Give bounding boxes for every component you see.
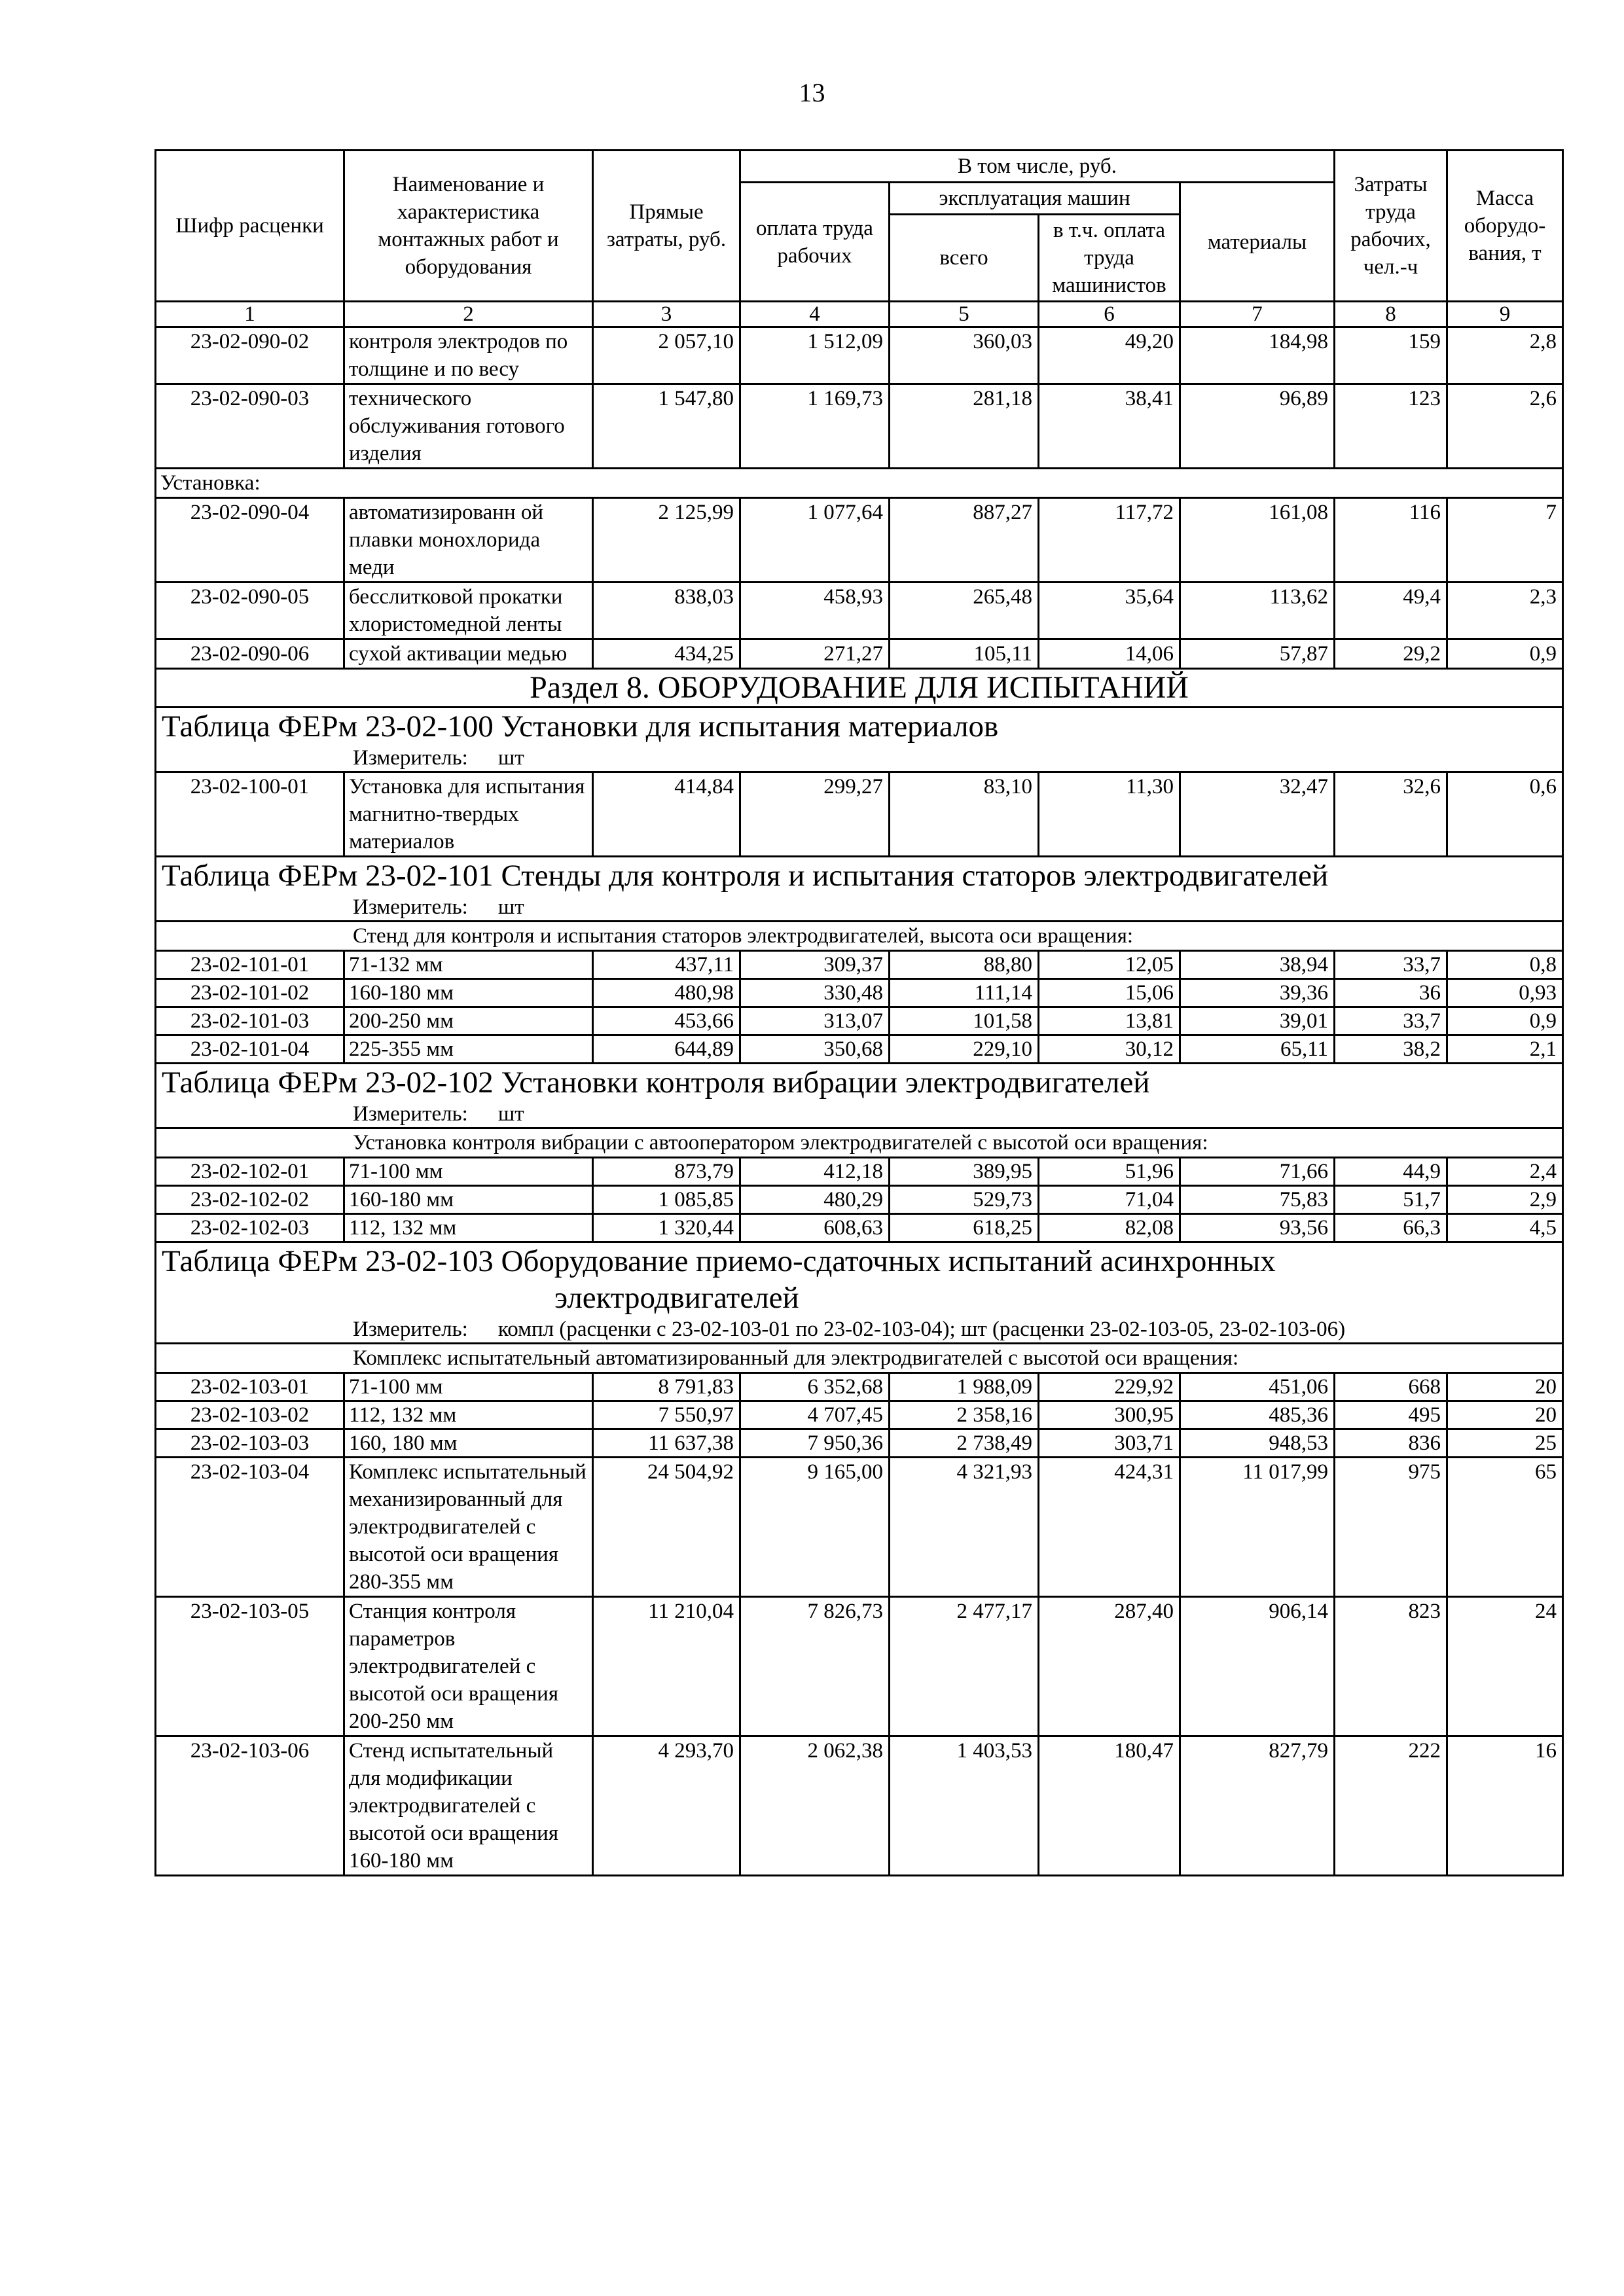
materials-cost: 96,89 <box>1180 384 1335 469</box>
labor-hours: 495 <box>1335 1401 1447 1429</box>
machines-total: 4 321,93 <box>890 1458 1039 1597</box>
work-name: 225-355 мм <box>344 1035 593 1064</box>
machinist-pay: 30,12 <box>1039 1035 1180 1064</box>
materials-cost: 65,11 <box>1180 1035 1335 1064</box>
labor-hours: 668 <box>1335 1373 1447 1401</box>
header-machines-labor: в т.ч. оплата труда машинистов <box>1039 215 1180 302</box>
materials-cost: 827,79 <box>1180 1736 1335 1876</box>
equipment-mass: 7 <box>1447 498 1563 583</box>
equipment-mass: 0,93 <box>1447 979 1563 1007</box>
table-title <box>156 1064 1563 1128</box>
equipment-mass: 25 <box>1447 1429 1563 1458</box>
work-name: автоматизированн ой плавки монохлорида меди <box>344 498 593 583</box>
measure-unit <box>162 745 1558 771</box>
table-note-row <box>156 1128 1563 1158</box>
table-row <box>156 1458 1563 1597</box>
labor-pay: 271,27 <box>740 639 890 669</box>
header-name: Наименование и характеристика монтажных работ и оборудования <box>344 151 593 302</box>
materials-cost: 93,56 <box>1180 1214 1335 1242</box>
work-name: 112, 132 мм <box>344 1214 593 1242</box>
machinist-pay: 82,08 <box>1039 1214 1180 1242</box>
labor-hours: 975 <box>1335 1458 1447 1597</box>
table-row <box>156 1373 1563 1401</box>
direct-cost: 7 550,97 <box>593 1401 740 1429</box>
labor-hours: 116 <box>1335 498 1447 583</box>
rate-code: 23-02-090-04 <box>156 498 344 583</box>
install-label: Установка: <box>156 469 1563 498</box>
rate-code: 23-02-103-03 <box>156 1429 344 1458</box>
materials-cost: 32,47 <box>1180 772 1335 857</box>
machines-total: 2 477,17 <box>890 1597 1039 1736</box>
column-number: 9 <box>1447 302 1563 327</box>
materials-cost: 451,06 <box>1180 1373 1335 1401</box>
work-name: 160-180 мм <box>344 1186 593 1214</box>
direct-cost: 480,98 <box>593 979 740 1007</box>
table-row <box>156 327 1563 384</box>
rate-code: 23-02-101-01 <box>156 951 344 979</box>
table-row <box>156 1429 1563 1458</box>
work-name: Стенд испытательный для модификации электродвигателей с высотой оси вращения 160-180 мм <box>344 1736 593 1876</box>
measure-label: Измеритель: <box>353 1318 468 1341</box>
labor-hours: 49,4 <box>1335 583 1447 639</box>
work-name: контроля электродов по толщине и по весу <box>344 327 593 384</box>
work-name: 160-180 мм <box>344 979 593 1007</box>
direct-cost: 24 504,92 <box>593 1458 740 1597</box>
table-row <box>156 1736 1563 1876</box>
column-number: 5 <box>890 302 1039 327</box>
labor-pay: 412,18 <box>740 1158 890 1186</box>
rate-code: 23-02-102-02 <box>156 1186 344 1214</box>
table-note: Комплекс испытательный автоматизированный для электродвигателей с высотой оси вращения: <box>156 1344 1563 1373</box>
table-title-text: Таблица ФЕРм 23-02-101 Стенды для контроля и испытания статоров электродвигателей <box>162 859 1329 893</box>
table-note: Стенд для контроля и испытания статоров электродвигателей, высота оси вращения: <box>156 922 1563 951</box>
table-row <box>156 1401 1563 1429</box>
price-table <box>154 149 1564 1876</box>
direct-cost: 838,03 <box>593 583 740 639</box>
materials-cost: 485,36 <box>1180 1401 1335 1429</box>
column-number: 2 <box>344 302 593 327</box>
work-name: 200-250 мм <box>344 1007 593 1035</box>
direct-cost: 1 320,44 <box>593 1214 740 1242</box>
materials-cost: 113,62 <box>1180 583 1335 639</box>
equipment-mass: 2,3 <box>1447 583 1563 639</box>
table-title-line2: электродвигателей <box>554 1281 799 1315</box>
machinist-pay: 11,30 <box>1039 772 1180 857</box>
work-name: 71-100 мм <box>344 1373 593 1401</box>
table-row <box>156 639 1563 669</box>
machinist-pay: 303,71 <box>1039 1429 1180 1458</box>
work-name: Установка для испытания магнитно-твердых материалов <box>344 772 593 857</box>
machinist-pay: 35,64 <box>1039 583 1180 639</box>
machinist-pay: 14,06 <box>1039 639 1180 669</box>
machinist-pay: 38,41 <box>1039 384 1180 469</box>
direct-cost: 4 293,70 <box>593 1736 740 1876</box>
machinist-pay: 49,20 <box>1039 327 1180 384</box>
equipment-mass: 2,9 <box>1447 1186 1563 1214</box>
direct-cost: 8 791,83 <box>593 1373 740 1401</box>
measure-value: компл (расценки с 23-02-103-01 по 23-02-103-04); шт (расценки 23-02-103-05, 23-02-103-06) <box>497 1318 1346 1341</box>
labor-hours: 36 <box>1335 979 1447 1007</box>
labor-pay: 7 950,36 <box>740 1429 890 1458</box>
machinist-pay: 180,47 <box>1039 1736 1180 1876</box>
table-row <box>156 979 1563 1007</box>
machines-total: 229,10 <box>890 1035 1039 1064</box>
machines-total: 265,48 <box>890 583 1039 639</box>
table-body <box>156 302 1563 1876</box>
measure-label: Измеритель: <box>353 895 468 919</box>
rate-code: 23-02-090-05 <box>156 583 344 639</box>
machinist-pay: 424,31 <box>1039 1458 1180 1597</box>
header-machines: эксплуатация машин <box>890 183 1180 215</box>
equipment-mass: 0,9 <box>1447 639 1563 669</box>
labor-hours: 32,6 <box>1335 772 1447 857</box>
labor-hours: 29,2 <box>1335 639 1447 669</box>
table-row <box>156 772 1563 857</box>
labor-hours: 33,7 <box>1335 1007 1447 1035</box>
machines-total: 1 403,53 <box>890 1736 1039 1876</box>
work-name: 160, 180 мм <box>344 1429 593 1458</box>
table-note: Установка контроля вибрации с автооператором электродвигателей с высотой оси вращения: <box>156 1128 1563 1158</box>
direct-cost: 644,89 <box>593 1035 740 1064</box>
materials-cost: 38,94 <box>1180 951 1335 979</box>
machinist-pay: 13,81 <box>1039 1007 1180 1035</box>
table-title-line1: Таблица ФЕРм 23-02-103 Оборудование приемо-сдаточных испытаний асинхронных <box>162 1244 1276 1278</box>
table-title-row <box>156 708 1563 772</box>
table-note-row <box>156 1344 1563 1373</box>
work-name: технического обслуживания готового изделия <box>344 384 593 469</box>
equipment-mass: 16 <box>1447 1736 1563 1876</box>
machinist-pay: 287,40 <box>1039 1597 1180 1736</box>
labor-pay: 6 352,68 <box>740 1373 890 1401</box>
measure-label: Измеритель: <box>353 746 468 770</box>
labor-pay: 7 826,73 <box>740 1597 890 1736</box>
labor-hours: 51,7 <box>1335 1186 1447 1214</box>
equipment-mass: 20 <box>1447 1373 1563 1401</box>
table-title-row <box>156 857 1563 922</box>
materials-cost: 906,14 <box>1180 1597 1335 1736</box>
header-incl: В том числе, руб. <box>740 151 1335 183</box>
measure-value: шт <box>497 895 524 919</box>
rate-code: 23-02-100-01 <box>156 772 344 857</box>
labor-hours: 33,7 <box>1335 951 1447 979</box>
labor-pay: 330,48 <box>740 979 890 1007</box>
machines-total: 2 358,16 <box>890 1401 1039 1429</box>
machinist-pay: 117,72 <box>1039 498 1180 583</box>
column-number: 7 <box>1180 302 1335 327</box>
table-note-row <box>156 922 1563 951</box>
equipment-mass: 20 <box>1447 1401 1563 1429</box>
direct-cost: 11 637,38 <box>593 1429 740 1458</box>
header-labor: оплата труда рабочих <box>740 183 890 302</box>
header-direct: Прямые затраты, руб. <box>593 151 740 302</box>
table-row <box>156 1597 1563 1736</box>
rate-code: 23-02-101-03 <box>156 1007 344 1035</box>
table-title <box>156 708 1563 772</box>
equipment-mass: 4,5 <box>1447 1214 1563 1242</box>
equipment-mass: 2,6 <box>1447 384 1563 469</box>
equipment-mass: 2,4 <box>1447 1158 1563 1186</box>
machines-total: 887,27 <box>890 498 1039 583</box>
work-name: 71-100 мм <box>344 1158 593 1186</box>
table-row <box>156 1035 1563 1064</box>
labor-pay: 458,93 <box>740 583 890 639</box>
direct-cost: 437,11 <box>593 951 740 979</box>
header-mass: Масса оборудо-вания, т <box>1447 151 1563 302</box>
rate-code: 23-02-090-06 <box>156 639 344 669</box>
direct-cost: 1 547,80 <box>593 384 740 469</box>
table-row <box>156 951 1563 979</box>
machines-total: 1 988,09 <box>890 1373 1039 1401</box>
work-name: 112, 132 мм <box>344 1401 593 1429</box>
labor-hours: 66,3 <box>1335 1214 1447 1242</box>
header-labor-cost: Затраты труда рабочих, чел.-ч <box>1335 151 1447 302</box>
materials-cost: 948,53 <box>1180 1429 1335 1458</box>
direct-cost: 11 210,04 <box>593 1597 740 1736</box>
materials-cost: 71,66 <box>1180 1158 1335 1186</box>
header-code: Шифр расценки <box>156 151 344 302</box>
machines-total: 88,80 <box>890 951 1039 979</box>
direct-cost: 2 057,10 <box>593 327 740 384</box>
column-numbers-row <box>156 302 1563 327</box>
labor-hours: 836 <box>1335 1429 1447 1458</box>
rate-code: 23-02-103-04 <box>156 1458 344 1597</box>
table-row <box>156 498 1563 583</box>
labor-hours: 222 <box>1335 1736 1447 1876</box>
machinist-pay: 12,05 <box>1039 951 1180 979</box>
table-title-text: Таблица ФЕРм 23-02-102 Установки контроля вибрации электродвигателей <box>162 1066 1150 1100</box>
rate-code: 23-02-090-03 <box>156 384 344 469</box>
machinist-pay: 300,95 <box>1039 1401 1180 1429</box>
equipment-mass: 65 <box>1447 1458 1563 1597</box>
table-row <box>156 1186 1563 1214</box>
machines-total: 83,10 <box>890 772 1039 857</box>
labor-pay: 1 169,73 <box>740 384 890 469</box>
direct-cost: 434,25 <box>593 639 740 669</box>
direct-cost: 873,79 <box>593 1158 740 1186</box>
measure-label: Измеритель: <box>353 1102 468 1126</box>
equipment-mass: 0,9 <box>1447 1007 1563 1035</box>
table-title <box>156 857 1563 922</box>
materials-cost: 39,36 <box>1180 979 1335 1007</box>
equipment-mass: 2,1 <box>1447 1035 1563 1064</box>
rate-code: 23-02-103-02 <box>156 1401 344 1429</box>
labor-hours: 159 <box>1335 327 1447 384</box>
table-title-row <box>156 1242 1563 1344</box>
work-name: Станция контроля параметров электродвигателей с высотой оси вращения 200-250 мм <box>344 1597 593 1736</box>
column-number: 1 <box>156 302 344 327</box>
rate-code: 23-02-103-01 <box>156 1373 344 1401</box>
rate-code: 23-02-103-05 <box>156 1597 344 1736</box>
section-title: Раздел 8. ОБОРУДОВАНИЕ ДЛЯ ИСПЫТАНИЙ <box>156 669 1563 708</box>
machines-total: 111,14 <box>890 979 1039 1007</box>
work-name: 71-132 мм <box>344 951 593 979</box>
labor-pay: 9 165,00 <box>740 1458 890 1597</box>
table-row <box>156 1158 1563 1186</box>
machines-total: 360,03 <box>890 327 1039 384</box>
page-number: 13 <box>799 78 825 107</box>
rate-code: 23-02-090-02 <box>156 327 344 384</box>
column-number: 4 <box>740 302 890 327</box>
work-name: бесслитковой прокатки хлористомедной ленты <box>344 583 593 639</box>
table-row <box>156 384 1563 469</box>
column-number: 6 <box>1039 302 1180 327</box>
labor-hours: 44,9 <box>1335 1158 1447 1186</box>
machinist-pay: 15,06 <box>1039 979 1180 1007</box>
machines-total: 105,11 <box>890 639 1039 669</box>
labor-pay: 1 512,09 <box>740 327 890 384</box>
work-name: сухой активации медью <box>344 639 593 669</box>
labor-pay: 313,07 <box>740 1007 890 1035</box>
labor-hours: 123 <box>1335 384 1447 469</box>
materials-cost: 184,98 <box>1180 327 1335 384</box>
machines-total: 618,25 <box>890 1214 1039 1242</box>
machinist-pay: 71,04 <box>1039 1186 1180 1214</box>
labor-pay: 480,29 <box>740 1186 890 1214</box>
labor-pay: 2 062,38 <box>740 1736 890 1876</box>
materials-cost: 11 017,99 <box>1180 1458 1335 1597</box>
materials-cost: 57,87 <box>1180 639 1335 669</box>
materials-cost: 75,83 <box>1180 1186 1335 1214</box>
labor-pay: 309,37 <box>740 951 890 979</box>
table-row <box>156 583 1563 639</box>
machinist-pay: 229,92 <box>1039 1373 1180 1401</box>
direct-cost: 1 085,85 <box>593 1186 740 1214</box>
install-label-row <box>156 469 1563 498</box>
machinist-pay: 51,96 <box>1039 1158 1180 1186</box>
work-name: Комплекс испытательный механизированный для электродвигателей с высотой оси вращения 280-355 мм <box>344 1458 593 1597</box>
equipment-mass: 2,8 <box>1447 327 1563 384</box>
column-number: 8 <box>1335 302 1447 327</box>
machines-total: 529,73 <box>890 1186 1039 1214</box>
table-row <box>156 1007 1563 1035</box>
direct-cost: 414,84 <box>593 772 740 857</box>
labor-pay: 350,68 <box>740 1035 890 1064</box>
header-materials: материалы <box>1180 183 1335 302</box>
measure-unit <box>162 894 1558 920</box>
machines-total: 389,95 <box>890 1158 1039 1186</box>
materials-cost: 39,01 <box>1180 1007 1335 1035</box>
equipment-mass: 0,6 <box>1447 772 1563 857</box>
labor-pay: 4 707,45 <box>740 1401 890 1429</box>
machines-total: 281,18 <box>890 384 1039 469</box>
direct-cost: 2 125,99 <box>593 498 740 583</box>
machines-total: 2 738,49 <box>890 1429 1039 1458</box>
materials-cost: 161,08 <box>1180 498 1335 583</box>
measure-value: шт <box>497 1102 524 1126</box>
table-title-row <box>156 1064 1563 1128</box>
rate-code: 23-02-103-06 <box>156 1736 344 1876</box>
measure-unit <box>162 1101 1558 1127</box>
header-machines-total: всего <box>890 215 1039 302</box>
rate-code: 23-02-101-02 <box>156 979 344 1007</box>
equipment-mass: 0,8 <box>1447 951 1563 979</box>
table-title <box>156 1242 1563 1344</box>
labor-pay: 1 077,64 <box>740 498 890 583</box>
rate-code: 23-02-102-03 <box>156 1214 344 1242</box>
labor-hours: 38,2 <box>1335 1035 1447 1064</box>
direct-cost: 453,66 <box>593 1007 740 1035</box>
section-title-row <box>156 669 1563 708</box>
column-number: 3 <box>593 302 740 327</box>
labor-pay: 299,27 <box>740 772 890 857</box>
labor-pay: 608,63 <box>740 1214 890 1242</box>
rate-code: 23-02-101-04 <box>156 1035 344 1064</box>
measure-value: шт <box>497 746 524 770</box>
rate-code: 23-02-102-01 <box>156 1158 344 1186</box>
table-row <box>156 1214 1563 1242</box>
machines-total: 101,58 <box>890 1007 1039 1035</box>
measure-unit <box>162 1316 1558 1342</box>
equipment-mass: 24 <box>1447 1597 1563 1736</box>
table-title-text: Таблица ФЕРм 23-02-100 Установки для испытания материалов <box>162 709 999 744</box>
labor-hours: 823 <box>1335 1597 1447 1736</box>
